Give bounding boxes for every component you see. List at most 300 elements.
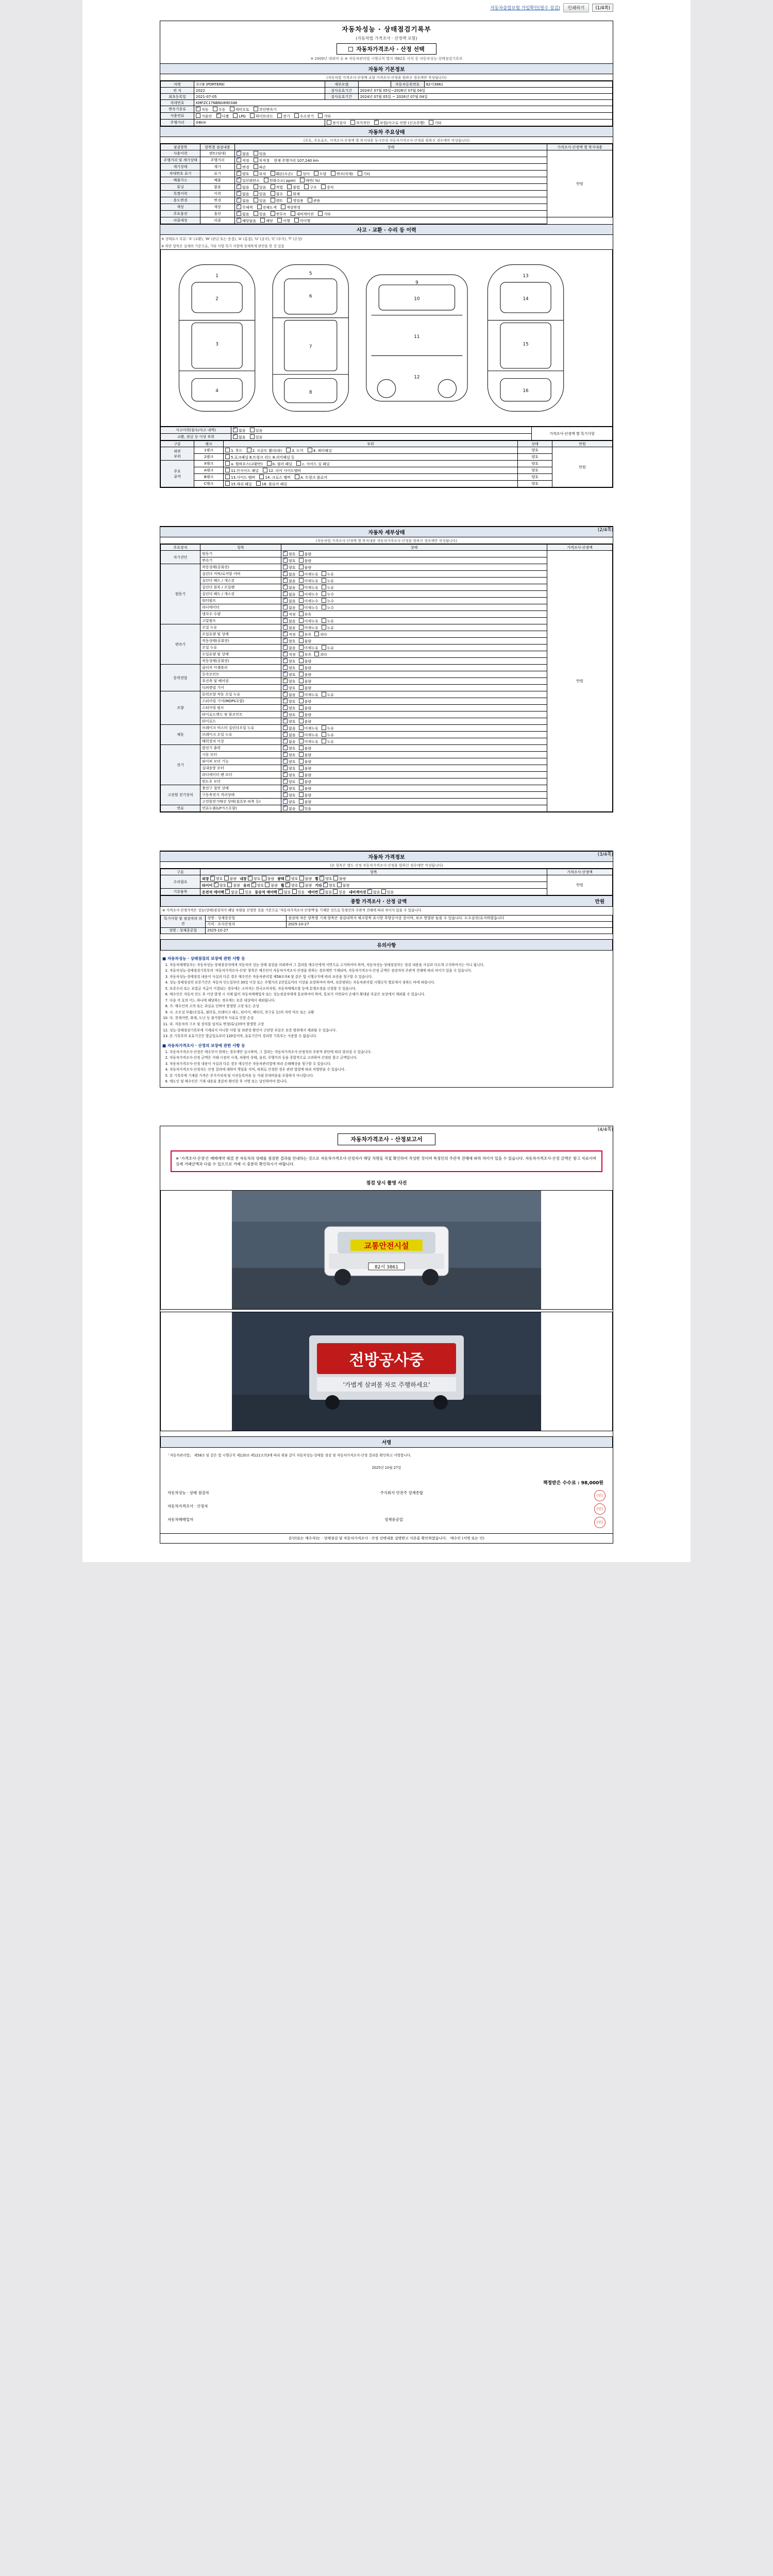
option-불량[interactable]: 불량 bbox=[299, 551, 312, 557]
row-options[interactable] bbox=[235, 217, 547, 224]
option-누유[interactable]: 누유 bbox=[322, 585, 334, 590]
opt-vin-alter[interactable]: 변조(삭제) bbox=[331, 171, 354, 177]
opt-insurance[interactable]: ✓ 보험/사고로 인한 (신규주행) bbox=[374, 120, 425, 126]
detail-item-options[interactable] bbox=[281, 698, 547, 705]
row-options[interactable] bbox=[235, 177, 547, 184]
insurance-link[interactable]: 자동차종합보험 가입확인(필수 점검) bbox=[490, 6, 560, 11]
table-row-special bbox=[161, 191, 613, 197]
row-options[interactable] bbox=[231, 427, 532, 434]
option-양호[interactable]: ✓ 양호 bbox=[283, 752, 296, 758]
detail-item-options[interactable] bbox=[281, 772, 547, 778]
section-basic-title: 자동차 기본정보 bbox=[160, 63, 613, 74]
part-trunk-floor[interactable]: A. 트렁크 플로어 bbox=[295, 474, 327, 480]
opt-option-etc[interactable]: 기타 bbox=[318, 211, 331, 217]
opt-co[interactable]: ✓ 일산화탄소 bbox=[237, 178, 260, 183]
usage-options[interactable] bbox=[325, 120, 612, 126]
option-양호[interactable]: ✓ 양호 bbox=[283, 685, 296, 691]
opt-option-none[interactable]: ✓ 없음 bbox=[237, 211, 249, 217]
row-options[interactable] bbox=[235, 191, 547, 197]
row-label: 주요옵션 bbox=[161, 211, 200, 217]
option-미세누유[interactable]: 미세누유 bbox=[299, 692, 318, 698]
option-양호[interactable]: ✓ 양호 bbox=[283, 565, 296, 570]
option-불량[interactable]: 불량 bbox=[299, 658, 312, 664]
row-options[interactable] bbox=[235, 171, 547, 177]
option-양호[interactable]: ✓ 양호 bbox=[283, 799, 296, 805]
option-없음[interactable]: ✓ 없음 bbox=[283, 578, 296, 584]
table-row-emission bbox=[161, 177, 613, 184]
detail-item-options[interactable] bbox=[281, 718, 547, 725]
doc-subtitle: (자동차법 가격조사 · 산정액 포함) bbox=[356, 36, 417, 41]
detail-item-label: 윈도우 모터 bbox=[200, 778, 281, 785]
opt-sunroof[interactable]: 썬루프 bbox=[271, 211, 287, 217]
option-불량[interactable]: 불량 bbox=[299, 638, 312, 644]
transmission-options[interactable] bbox=[194, 106, 613, 113]
part-sidemember[interactable]: 13.사이드 멤버 bbox=[225, 474, 255, 480]
option-양호[interactable]: ✓ 양호 bbox=[283, 705, 296, 711]
option-미세누유[interactable]: 미세누유 bbox=[299, 618, 318, 624]
opt-accident-yes[interactable]: 있음 bbox=[250, 428, 263, 433]
opt-notok[interactable]: 부적정 bbox=[254, 158, 270, 163]
option-누유[interactable]: 누유 bbox=[322, 692, 334, 698]
table-row bbox=[161, 889, 613, 895]
table-row bbox=[161, 631, 613, 638]
part-crossmember[interactable]: 14. 크로스 멤버 bbox=[259, 474, 290, 480]
option-불량[interactable]: 불량 bbox=[299, 786, 312, 791]
option-부족[interactable]: 부족 bbox=[299, 652, 312, 657]
option-불량[interactable]: 불량 bbox=[299, 745, 312, 751]
detail-item-options[interactable] bbox=[281, 671, 547, 678]
opt-ok[interactable]: ✓ 적정 bbox=[237, 158, 249, 163]
detail-item-options[interactable] bbox=[281, 578, 547, 584]
option-없음[interactable]: ✓ 없음 bbox=[283, 605, 296, 611]
detail-item-options[interactable] bbox=[281, 785, 547, 792]
detail-item-label: 작동상태(공회전) bbox=[200, 658, 281, 665]
opt-tuning-yes[interactable]: 있음 bbox=[254, 184, 266, 190]
price-item-광택[interactable]: 광택 ✓ 양호 불량 bbox=[277, 876, 312, 882]
opt-manual[interactable]: 수동 bbox=[213, 107, 226, 112]
mileage-current: 현재 주행거리 107,240 km bbox=[274, 158, 319, 163]
option-누유[interactable]: 누유 bbox=[322, 618, 334, 624]
opt-gasoline[interactable]: 가솔린 bbox=[196, 113, 212, 119]
option-없음[interactable]: ✓ 없음 bbox=[283, 692, 296, 698]
opt-smoke[interactable]: 매연( %) bbox=[300, 178, 320, 183]
price-group-label: 기본품목 bbox=[161, 889, 200, 895]
option-적정[interactable]: ✓ 적정 bbox=[283, 652, 296, 657]
detail-item-options[interactable] bbox=[281, 584, 547, 591]
option-불량[interactable]: 불량 bbox=[299, 766, 312, 771]
table-row bbox=[161, 454, 613, 461]
option-미세누수[interactable]: 미세누수 bbox=[299, 598, 318, 604]
table-row bbox=[161, 685, 613, 691]
option-없음[interactable]: ✓ 없음 bbox=[283, 645, 296, 651]
opt-special-none[interactable]: ✓ 없음 bbox=[237, 191, 249, 197]
detail-item-label: 브레이크 오일 누유 bbox=[200, 732, 281, 738]
detail-item-options[interactable] bbox=[281, 591, 547, 598]
opt-color-changed[interactable]: 색상변경 bbox=[281, 205, 300, 210]
part-wheelhouse[interactable]: a. 휠하우스(교환만) bbox=[225, 461, 263, 467]
price-survey-checkbox[interactable] bbox=[348, 47, 353, 52]
option-불량[interactable]: 불량 bbox=[299, 779, 312, 785]
section-mainstate-note: (주요, 주요골조, 가격조사·산정액 별 복지내용 동시안내 자동차가격조사·산정을 원하신 경우에만 작성됩니다) bbox=[160, 137, 613, 144]
price-item-기타[interactable]: 기타 ✓ 양호 불량 bbox=[315, 883, 349, 888]
page-3-number: (3/4쪽) bbox=[597, 852, 613, 857]
option-과다[interactable]: 과다 bbox=[314, 632, 327, 637]
rank-label: X랭크 bbox=[194, 461, 224, 467]
price-item-내비게이션[interactable]: 내비게이션 ✓ 없음 있음 bbox=[349, 889, 394, 895]
part-door[interactable]: 3. 도어 bbox=[286, 448, 303, 453]
svg-text:10: 10 bbox=[414, 296, 420, 302]
opt-tuning-none[interactable]: ✓ 없음 bbox=[237, 184, 249, 190]
price-item-유리[interactable]: 유리 ✓ 양호 불량 bbox=[243, 883, 278, 888]
photo-2-banner-text: 전방공사중 bbox=[349, 1351, 424, 1370]
price-item-options[interactable] bbox=[200, 889, 547, 895]
option-양호[interactable]: ✓ 양호 bbox=[283, 679, 296, 684]
part-dash-panel[interactable]: 15.대쉬 패널 bbox=[225, 481, 251, 487]
table-row-fuel bbox=[161, 113, 613, 120]
table-row-color bbox=[161, 204, 613, 211]
row-options[interactable] bbox=[235, 204, 547, 211]
option-양호[interactable]: ✓ 양호 bbox=[283, 786, 296, 791]
table-row bbox=[161, 875, 613, 882]
option-불량[interactable]: 불량 bbox=[299, 665, 312, 671]
option-양호[interactable]: ✓ 양호 bbox=[283, 699, 296, 704]
option-미세누유[interactable]: 미세누유 bbox=[299, 732, 318, 738]
opt-rent[interactable]: 정기검사 bbox=[327, 120, 346, 126]
option-누유[interactable]: 누유 bbox=[322, 645, 334, 651]
print-button[interactable]: 인쇄하기 bbox=[563, 3, 590, 12]
terms-item: 5. 보증수리 또는 보험금 지급이 거절되는 경우에는 소비자는 한국소비자원, 자동차매매조합 등에 분쟁조정을 신청할 수 있습니다. bbox=[170, 987, 611, 992]
detail-item-options[interactable] bbox=[281, 571, 547, 578]
row-options[interactable] bbox=[235, 164, 547, 171]
part-pillar[interactable]: b. 필러 패널 bbox=[267, 461, 292, 467]
option-누수[interactable]: 누수 bbox=[322, 605, 334, 611]
opt-cvt[interactable]: 무단변속기 bbox=[254, 107, 277, 112]
part-floor-panel[interactable]: 16. 플로어 패널 bbox=[256, 481, 287, 487]
table-row bbox=[161, 718, 613, 725]
opt-option-yes[interactable]: 있음 bbox=[254, 211, 266, 217]
row-value: 포터Ⅱ (PORTERⅡ) bbox=[194, 81, 325, 88]
option-누유[interactable]: 누유 bbox=[322, 725, 334, 731]
opt-damage[interactable]: 파손 bbox=[254, 164, 266, 170]
opt-navi[interactable]: 내비게이션 bbox=[291, 211, 314, 217]
table-row bbox=[161, 785, 613, 792]
opt-change[interactable]: 변경 bbox=[237, 164, 249, 170]
option-없음[interactable]: ✓ 없음 bbox=[283, 618, 296, 624]
detail-item-options[interactable] bbox=[281, 711, 547, 718]
photo-2-box bbox=[160, 1312, 613, 1431]
row-options[interactable] bbox=[235, 211, 547, 217]
option-미세누유[interactable]: 미세누유 bbox=[299, 725, 318, 731]
opt-none[interactable]: ✓ 없음 bbox=[237, 151, 249, 157]
terms-item: 10. 다. 천재지변, 화재, 도난 등 불가항력적 사유로 인한 손상 bbox=[170, 1016, 611, 1021]
opt-tuning-legal[interactable]: 적법 bbox=[271, 184, 283, 190]
opt-rentcar[interactable]: 렌트 bbox=[271, 198, 283, 204]
opt-diesel[interactable]: ✓ 디젤 bbox=[216, 113, 229, 119]
opt-flood[interactable]: 침수 bbox=[271, 191, 283, 197]
table-row bbox=[161, 698, 613, 705]
detail-item-options[interactable] bbox=[281, 658, 547, 665]
option-불량[interactable]: 불량 bbox=[299, 705, 312, 711]
table-row bbox=[161, 578, 613, 584]
detail-item-options[interactable] bbox=[281, 752, 547, 758]
price-item-options[interactable] bbox=[200, 882, 547, 889]
option-미세누유[interactable]: 미세누유 bbox=[299, 739, 318, 744]
opt-fire[interactable]: 화재 bbox=[287, 191, 300, 197]
opt-fuel-etc[interactable]: 기타 bbox=[318, 113, 331, 119]
opt-vin-corrosion[interactable]: 부식 bbox=[254, 171, 266, 177]
row-options[interactable] bbox=[231, 434, 532, 440]
opt-vin-diff[interactable]: 상이 bbox=[297, 171, 310, 177]
opt-purpose-none[interactable]: ✓ 없음 bbox=[237, 198, 249, 204]
detail-item-options[interactable] bbox=[281, 778, 547, 785]
option-누유[interactable]: 누유 bbox=[322, 625, 334, 631]
detail-item-options[interactable] bbox=[281, 611, 547, 618]
col-state: 상태 bbox=[281, 545, 547, 551]
table-row bbox=[161, 658, 613, 665]
option-누수[interactable]: 누수 bbox=[322, 591, 334, 597]
price-item-운전석 에어백[interactable]: 운전석 에어백 ✓ 없음 있음 bbox=[202, 889, 252, 895]
detail-item-options[interactable] bbox=[281, 805, 547, 812]
opt-mileage-etc[interactable]: 기타 bbox=[429, 120, 442, 126]
price-survey-checkbox-title[interactable]: 자동차가격조사 · 산정 선택 bbox=[337, 43, 436, 55]
option-양호[interactable]: ✓ 양호 bbox=[283, 712, 296, 718]
option-불량[interactable]: 불량 bbox=[299, 699, 312, 704]
option-불량[interactable]: 불량 bbox=[299, 712, 312, 718]
opt-recall-na[interactable]: ✓ 해당없음 bbox=[237, 218, 256, 224]
option-양호[interactable]: ✓ 양호 bbox=[283, 672, 296, 677]
detail-item-options[interactable] bbox=[281, 598, 547, 604]
table-row bbox=[161, 584, 613, 591]
fee-row bbox=[164, 1476, 609, 1489]
price-item-에어컨[interactable]: 에어컨 ✓ 없음 있음 bbox=[308, 889, 346, 895]
terms-heading-2: ■ 자동차가격조사 · 산정의 보장에 관한 사항 등 bbox=[162, 1043, 245, 1048]
price-item-동승석 에어백[interactable]: 동승석 에어백 ✓ 없음 있음 bbox=[255, 889, 305, 895]
option-불량[interactable]: 불량 bbox=[299, 565, 312, 570]
rank-state: 양호 bbox=[518, 461, 552, 467]
document-frame-1 bbox=[160, 21, 613, 488]
option-불량[interactable]: 불량 bbox=[299, 772, 312, 778]
opt-exchange-yes[interactable]: 있음 bbox=[250, 434, 263, 440]
part-roof-group[interactable]: 5.로크패널 6.트렁크 리드 8.리어패널 등 bbox=[225, 454, 295, 460]
car-diagram bbox=[160, 249, 613, 427]
option-없음[interactable]: ✓ 없음 bbox=[283, 725, 296, 731]
option-없음[interactable]: ✓ 없음 bbox=[283, 598, 296, 604]
detail-item-options[interactable] bbox=[281, 638, 547, 645]
detail-item-label: 변속기 bbox=[200, 557, 281, 564]
option-양호[interactable]: ✓ 양호 bbox=[283, 658, 296, 664]
detail-item-options[interactable] bbox=[281, 624, 547, 631]
option-양호[interactable]: ✓ 양호 bbox=[283, 551, 296, 557]
option-없음[interactable]: ✓ 없음 bbox=[283, 739, 296, 744]
detail-item-options[interactable] bbox=[281, 738, 547, 745]
opt-exchange-none[interactable]: ✓ 없음 bbox=[233, 434, 246, 440]
detail-item-options[interactable] bbox=[281, 732, 547, 738]
opt-accident-none[interactable]: ✓ 없음 bbox=[233, 428, 246, 433]
option-미세누유[interactable]: 미세누유 bbox=[299, 578, 318, 584]
detail-item-options[interactable] bbox=[281, 618, 547, 624]
opt-vin-ok[interactable]: ✓ 양호 bbox=[237, 171, 249, 177]
opt-electric[interactable]: 전기 bbox=[277, 113, 290, 119]
svg-text:3: 3 bbox=[215, 342, 219, 347]
detail-item-options[interactable] bbox=[281, 792, 547, 799]
price-item-휠[interactable]: 휠 ✓ 양호 불량 bbox=[281, 883, 312, 888]
part-sidesill[interactable]: c. 사이드 실 패널 bbox=[296, 461, 329, 467]
part-hood[interactable]: 1. 후드 bbox=[225, 448, 242, 453]
part-front-fender[interactable]: 2. 프론트 휀더(좌) bbox=[247, 448, 282, 453]
rank-parts bbox=[224, 454, 518, 461]
part-inside-panel[interactable]: 11.인사이드 패널 bbox=[225, 468, 259, 473]
opt-recall-done[interactable]: 이행 bbox=[277, 218, 290, 224]
detail-item-label: 오일유량 및 상태 bbox=[200, 631, 281, 638]
opt-vin-etc[interactable]: 기타 bbox=[358, 171, 371, 177]
option-양호[interactable]: ✓ 양호 bbox=[283, 792, 296, 798]
option-누유[interactable]: 누유 bbox=[322, 578, 334, 584]
opt-hc[interactable]: 탄화수소( ppm) bbox=[264, 178, 295, 183]
opt-hybrid[interactable]: 하이브리드 bbox=[250, 113, 273, 119]
row-options[interactable] bbox=[235, 157, 547, 164]
detail-item-options[interactable] bbox=[281, 799, 547, 805]
option-적정[interactable]: ✓ 적정 bbox=[283, 632, 296, 637]
option-불량[interactable]: 불량 bbox=[299, 558, 312, 564]
row-value: 2024년 07월 05일 ~ 2026년 07월 04일 bbox=[358, 94, 612, 100]
opt-government[interactable]: 관용 bbox=[308, 198, 321, 204]
option-미세누수[interactable]: 미세누수 bbox=[299, 591, 318, 597]
option-미세누유[interactable]: 미세누유 bbox=[299, 625, 318, 631]
option-양호[interactable]: ✓ 양호 bbox=[283, 558, 296, 564]
option-없음[interactable]: ✓ 없음 bbox=[283, 571, 296, 577]
option-누유[interactable]: 누유 bbox=[322, 739, 334, 744]
option-적정[interactable]: ✓ 적정 bbox=[283, 612, 296, 617]
opt-color-full[interactable]: 전체도색 bbox=[257, 205, 277, 210]
option-누수[interactable]: 누수 bbox=[322, 598, 334, 604]
detail-item-options[interactable] bbox=[281, 651, 547, 658]
detail-item-options[interactable] bbox=[281, 765, 547, 772]
option-미세누수[interactable]: 미세누수 bbox=[299, 605, 318, 611]
opt-tuning-device[interactable]: 장치 bbox=[321, 184, 334, 190]
price-item-외장[interactable]: 외장 ✓ 양호 불량 bbox=[202, 876, 237, 882]
option-불량[interactable]: 불량 bbox=[299, 685, 312, 691]
detail-item-options[interactable] bbox=[281, 725, 547, 732]
option-불량[interactable]: 불량 bbox=[299, 719, 312, 724]
frame-rank-table bbox=[160, 440, 613, 487]
option-있음[interactable]: 있음 bbox=[299, 806, 312, 811]
option-양호[interactable]: ✓ 양호 bbox=[283, 745, 296, 751]
terms-item: 8. 가. 매수인의 고의 또는 과실로 인하여 발생한 고장 또는 손상 bbox=[170, 1004, 611, 1009]
option-양호[interactable]: ✓ 양호 bbox=[283, 665, 296, 671]
opt-special-yes[interactable]: 있음 bbox=[254, 191, 266, 197]
detail-item-options[interactable] bbox=[281, 564, 547, 571]
option-양호[interactable]: ✓ 양호 bbox=[283, 759, 296, 765]
detail-item-options[interactable] bbox=[281, 557, 547, 564]
opt-semi[interactable]: 세미오토 bbox=[230, 107, 249, 112]
row-options[interactable] bbox=[235, 184, 547, 191]
detail-item-options[interactable] bbox=[281, 551, 547, 557]
detail-item-options[interactable] bbox=[281, 665, 547, 671]
option-양호[interactable]: ✓ 양호 bbox=[283, 719, 296, 724]
price-item-타이어[interactable]: 타이어 ✓ 양호 불량 bbox=[202, 883, 240, 888]
option-불량[interactable]: 불량 bbox=[299, 679, 312, 684]
detail-item-options[interactable] bbox=[281, 758, 547, 765]
opt-lpg[interactable]: LPG bbox=[233, 113, 246, 118]
option-부족[interactable]: 부족 bbox=[299, 612, 312, 617]
detail-item-options[interactable] bbox=[281, 691, 547, 698]
part-quarter[interactable]: 4. 쿼터패널 bbox=[308, 448, 332, 453]
opt-color-original[interactable]: ✓ 무채색 bbox=[237, 205, 253, 210]
option-없음[interactable]: ✓ 없음 bbox=[283, 625, 296, 631]
opt-tuning-structure[interactable]: 구조 bbox=[304, 184, 317, 190]
part-rear-sidemember[interactable]: 12. 리어 사이드멤버 bbox=[263, 468, 301, 473]
option-없음[interactable]: ✓ 없음 bbox=[283, 591, 296, 597]
option-불량[interactable]: 불량 bbox=[299, 759, 312, 765]
detail-item-options[interactable] bbox=[281, 705, 547, 711]
table-row bbox=[161, 705, 613, 711]
opt-hydrogen[interactable]: 수소전기 bbox=[294, 113, 314, 119]
opt-business[interactable]: 영업용 bbox=[287, 198, 303, 204]
opt-yes[interactable]: 있음 bbox=[254, 151, 266, 157]
row-options[interactable] bbox=[235, 197, 547, 204]
option-불량[interactable]: 불량 bbox=[299, 792, 312, 798]
svg-text:8: 8 bbox=[309, 390, 312, 395]
fuel-options[interactable] bbox=[194, 113, 613, 120]
opt-recall-notdone[interactable]: 미이행 bbox=[294, 218, 310, 224]
option-미세누유[interactable]: 미세누유 bbox=[299, 645, 318, 651]
option-없음[interactable]: ✓ 없음 bbox=[283, 806, 296, 811]
terms-item: 2. 자동차성능·상태점검기록부의 '자동차가격조사·산정' 항목은 매수인이 자동차가격조사·산정을 원하는 경우에만 기재되며, 자동차가격조사·산정 금액은 점검자의 주관적 견해에 따라 차이가 있을 수 있습니다. bbox=[170, 969, 611, 974]
opt-selfcheck[interactable]: 자가진단 bbox=[350, 120, 370, 126]
opt-recall-yes[interactable]: 해당 bbox=[260, 218, 273, 224]
rank-label: C랭크 bbox=[194, 481, 224, 487]
opt-purpose-yes[interactable]: 있음 bbox=[254, 198, 266, 204]
row-label: 주행거리 bbox=[161, 120, 194, 126]
option-불량[interactable]: 불량 bbox=[299, 672, 312, 677]
option-불량[interactable]: 불량 bbox=[299, 752, 312, 758]
table-row bbox=[161, 645, 613, 651]
option-미세누유[interactable]: 미세누유 bbox=[299, 571, 318, 577]
option-누유[interactable]: 누유 bbox=[322, 571, 334, 577]
detail-item-options[interactable] bbox=[281, 685, 547, 691]
terms-item: 6. 매도인 및 매수인은 기재 내용을 충분히 확인한 후 서명 또는 날인하여야 합니다. bbox=[170, 1079, 611, 1084]
detail-item-options[interactable] bbox=[281, 678, 547, 685]
option-양호[interactable]: ✓ 양호 bbox=[283, 772, 296, 778]
option-부족[interactable]: 부족 bbox=[299, 632, 312, 637]
row-value bbox=[358, 81, 391, 88]
option-없음[interactable]: ✓ 없음 bbox=[283, 585, 296, 590]
svg-text:5: 5 bbox=[309, 271, 312, 277]
option-양호[interactable]: ✓ 양호 bbox=[283, 766, 296, 771]
photo-1-box bbox=[160, 1190, 613, 1310]
table-row bbox=[161, 604, 613, 611]
row-options[interactable] bbox=[235, 150, 547, 157]
opt-auto[interactable]: ✓ 자동 bbox=[196, 107, 209, 112]
option-미세누유[interactable]: 미세누유 bbox=[299, 585, 318, 590]
detail-item-options[interactable] bbox=[281, 645, 547, 651]
detail-item-label: 타이로드 bbox=[200, 718, 281, 725]
opt-vin-damage[interactable]: 훼손(오손) bbox=[271, 171, 293, 177]
opt-vin-erase[interactable]: 도말 bbox=[314, 171, 327, 177]
option-없음[interactable]: ✓ 없음 bbox=[283, 732, 296, 738]
price-item-휠[interactable]: 휠 ✓ 양호 불량 bbox=[315, 876, 346, 882]
option-양호[interactable]: ✓ 양호 bbox=[283, 638, 296, 644]
opt-tuning-illegal[interactable]: 불법 bbox=[287, 184, 300, 190]
detail-item-options[interactable] bbox=[281, 745, 547, 752]
option-양호[interactable]: ✓ 양호 bbox=[283, 779, 296, 785]
price-item-내장[interactable]: 내장 ✓ 양호 불량 bbox=[240, 876, 274, 882]
detail-item-options[interactable] bbox=[281, 604, 547, 611]
option-누유[interactable]: 누유 bbox=[322, 732, 334, 738]
option-과다[interactable]: 과다 bbox=[314, 652, 327, 657]
option-불량[interactable]: 불량 bbox=[299, 799, 312, 805]
detail-item-options[interactable] bbox=[281, 631, 547, 638]
